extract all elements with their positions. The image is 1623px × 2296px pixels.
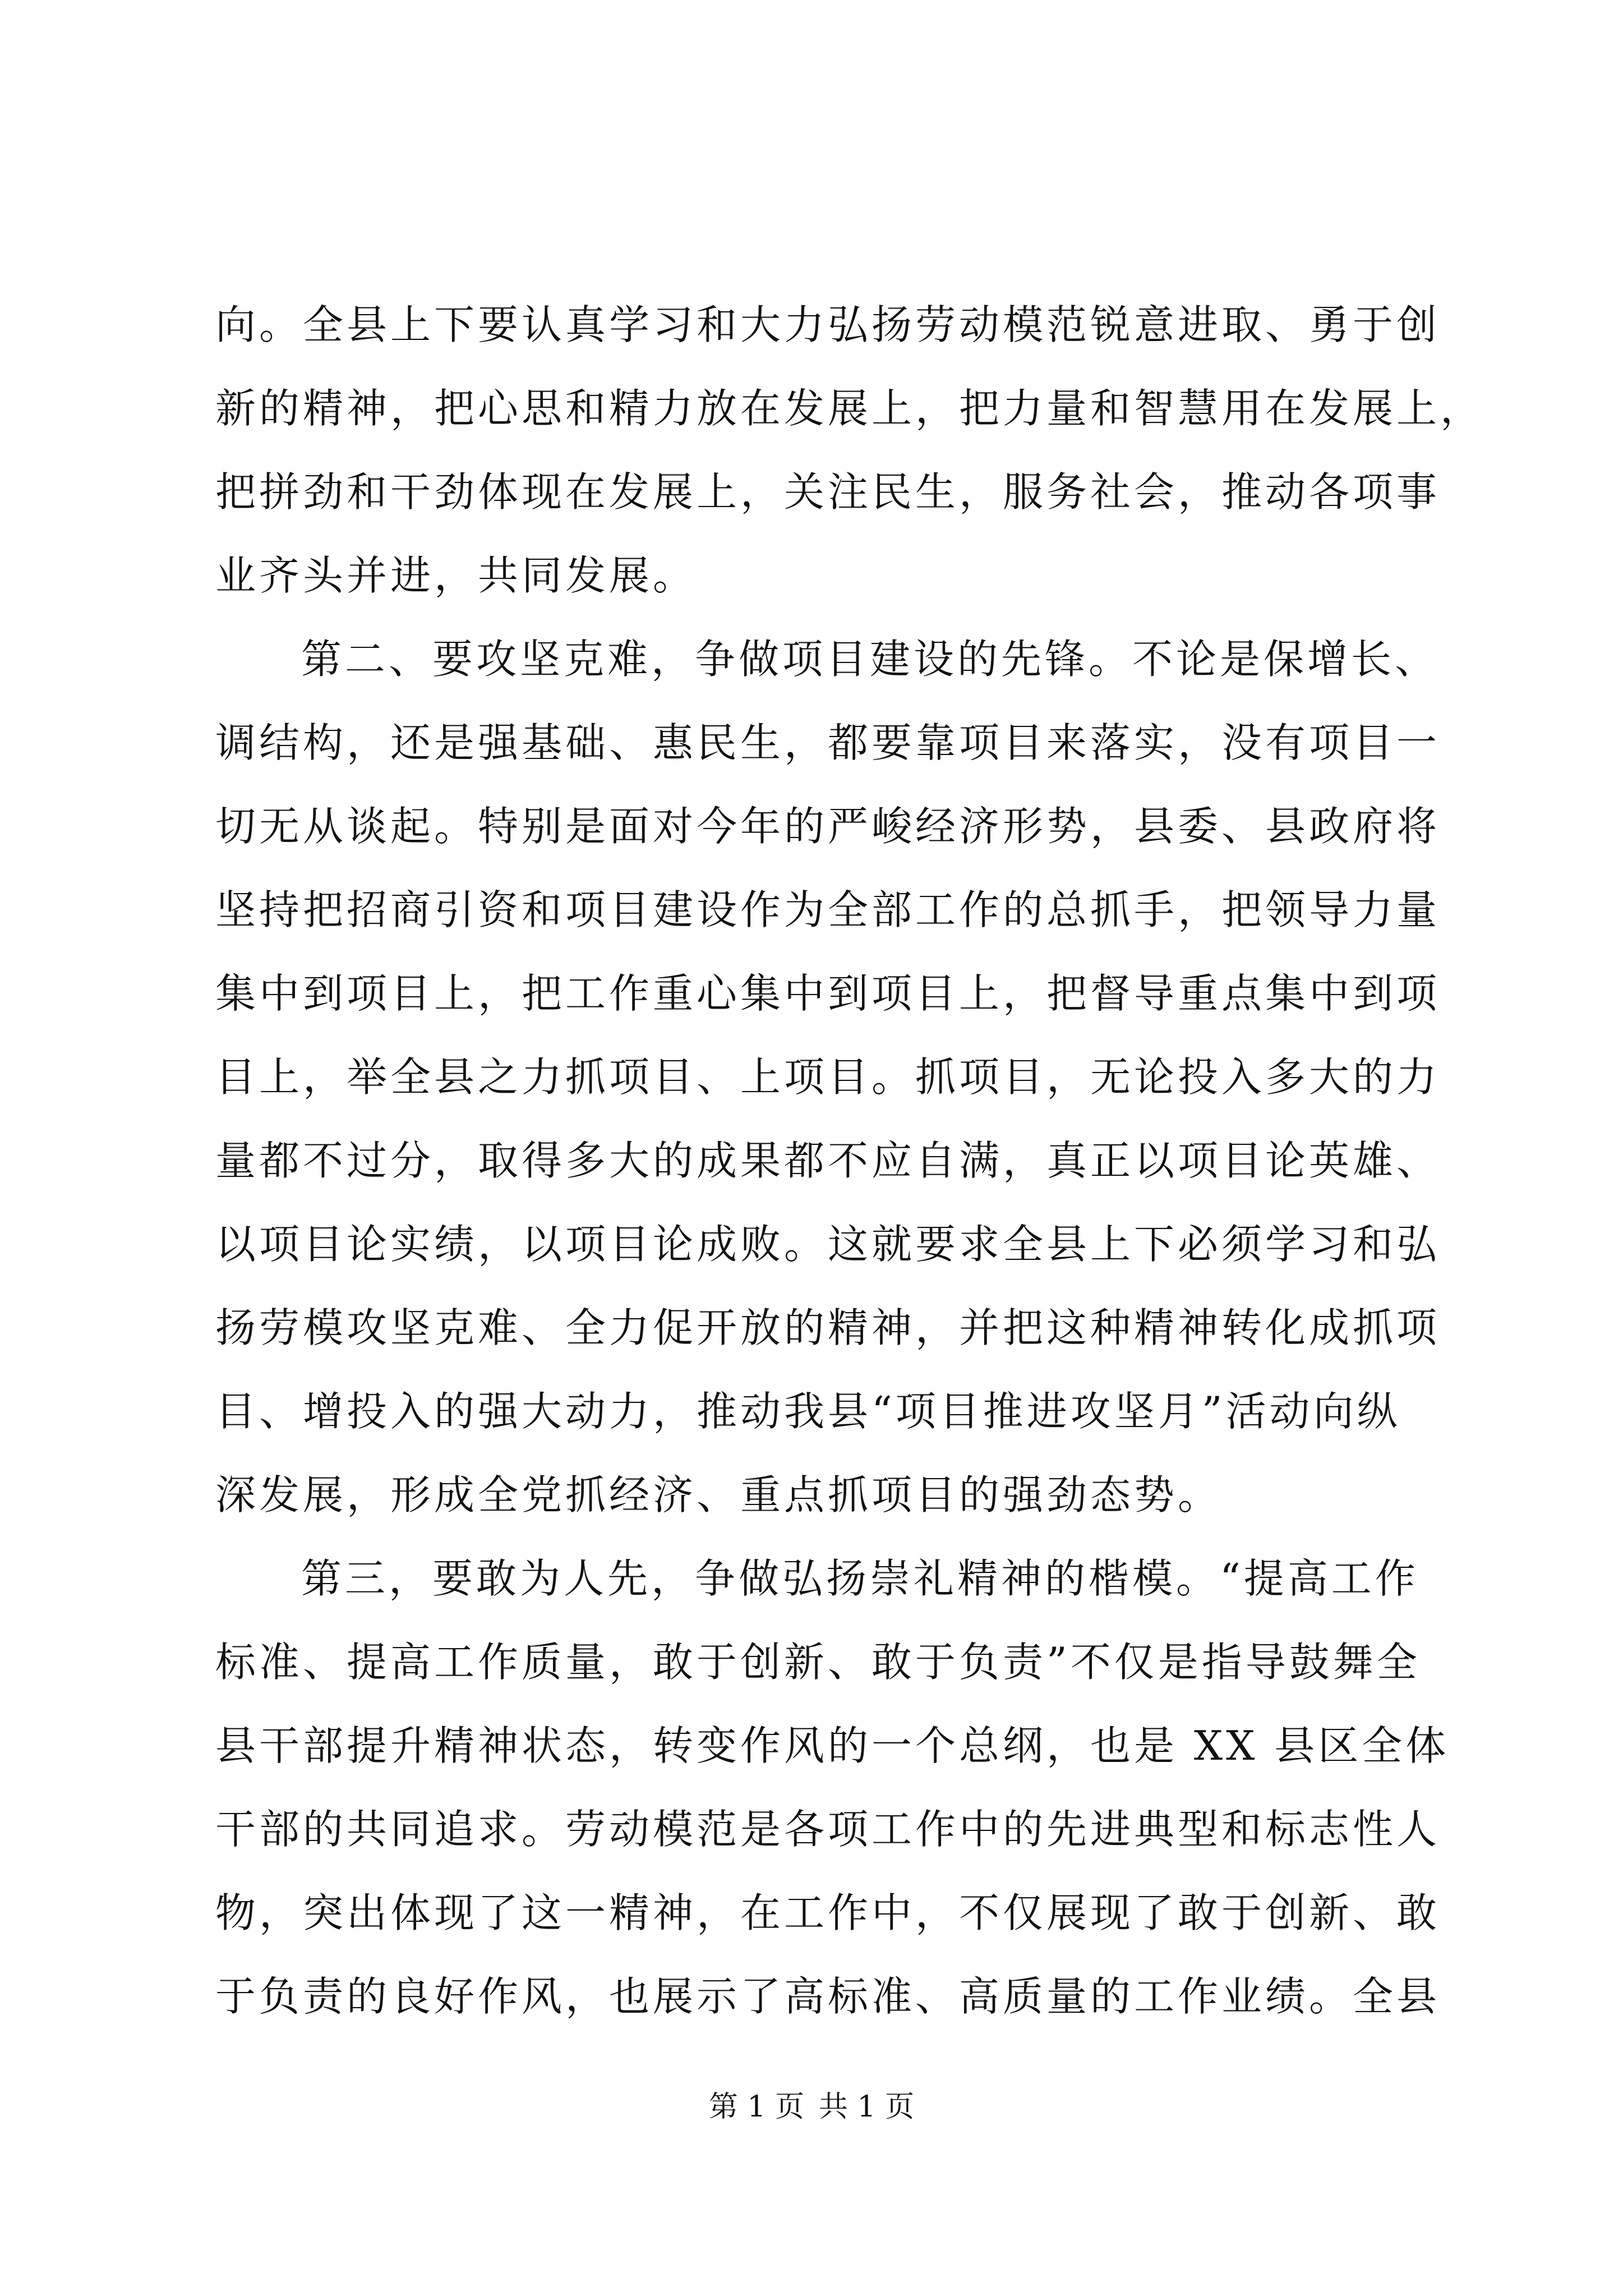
text-line: 标准、提高工作质量，敢于创新、敢于负责”不仅是指导鼓舞全 [215,1639,1421,1686]
text-line: 向。全县上下要认真学习和大力弘扬劳动模范锐意进取、勇于创 [215,301,1441,348]
page-number: 第 1 页 [708,2090,804,2124]
text-line: 把拼劲和干劲体现在发展上，关注民生，服务社会，推动各项事 [215,468,1441,516]
text-line: 业齐头并进，共同发展。 [215,552,697,599]
text-line: 切无从谈起。特别是面对今年的严峻经济形势，县委、县政府将 [215,803,1441,850]
text-line: 坚持把招商引资和项目建设作为全部工作的总抓手，把领导力量 [215,886,1441,933]
page-total: 共 1 页 [819,2090,915,2124]
text-line: 深发展，形成全党抓经济、重点抓项目的强劲态势。 [215,1471,1222,1519]
text-line: 新的精神，把心思和精力放在发展上，把力量和智慧用在发展上， [215,385,1484,432]
text-line: 量都不过分，取得多大的成果都不应自满，真正以项目论英雄、 [215,1137,1441,1184]
text-line: 于负责的良好作风，也展示了高标准、高质量的工作业绩。全县 [215,1973,1441,2020]
text-line: 干部的共同追求。劳动模范是各项工作中的先进典型和标志性人 [215,1806,1441,1853]
text-line: 目、增投入的强大动力，推动我县“项目推进攻坚月”活动向纵 [215,1388,1401,1435]
text-line: 集中到项目上，把工作重心集中到项目上，把督导重点集中到项 [215,970,1441,1017]
paragraph-2-first-line: 第二、要攻坚克难，争做项目建设的先锋。不论是保增长、 [301,636,1439,683]
text-line: 目上，举全县之力抓项目、上项目。抓项目，无论投入多大的力 [215,1053,1441,1101]
text-line: 县干部提升精神状态，转变作风的一个总纲，也是 XX 县区全体 [215,1722,1450,1769]
page-footer [0,2092,1623,2122]
text-line: 以项目论实绩，以项目论成败。这就要求全县上下必须学习和弘 [215,1221,1441,1268]
paragraph-3-first-line: 第三，要敢为人先，争做弘扬崇礼精神的楷模。“提高工作 [301,1555,1419,1602]
text-line: 扬劳模攻坚克难、全力促开放的精神，并把这种精神转化成抓项 [215,1304,1441,1351]
text-line: 调结构，还是强基础、惠民生，都要靠项目来落实，没有项目一 [215,719,1441,766]
text-line: 物，突出体现了这一精神，在工作中，不仅展现了敢于创新、敢 [215,1889,1441,1936]
